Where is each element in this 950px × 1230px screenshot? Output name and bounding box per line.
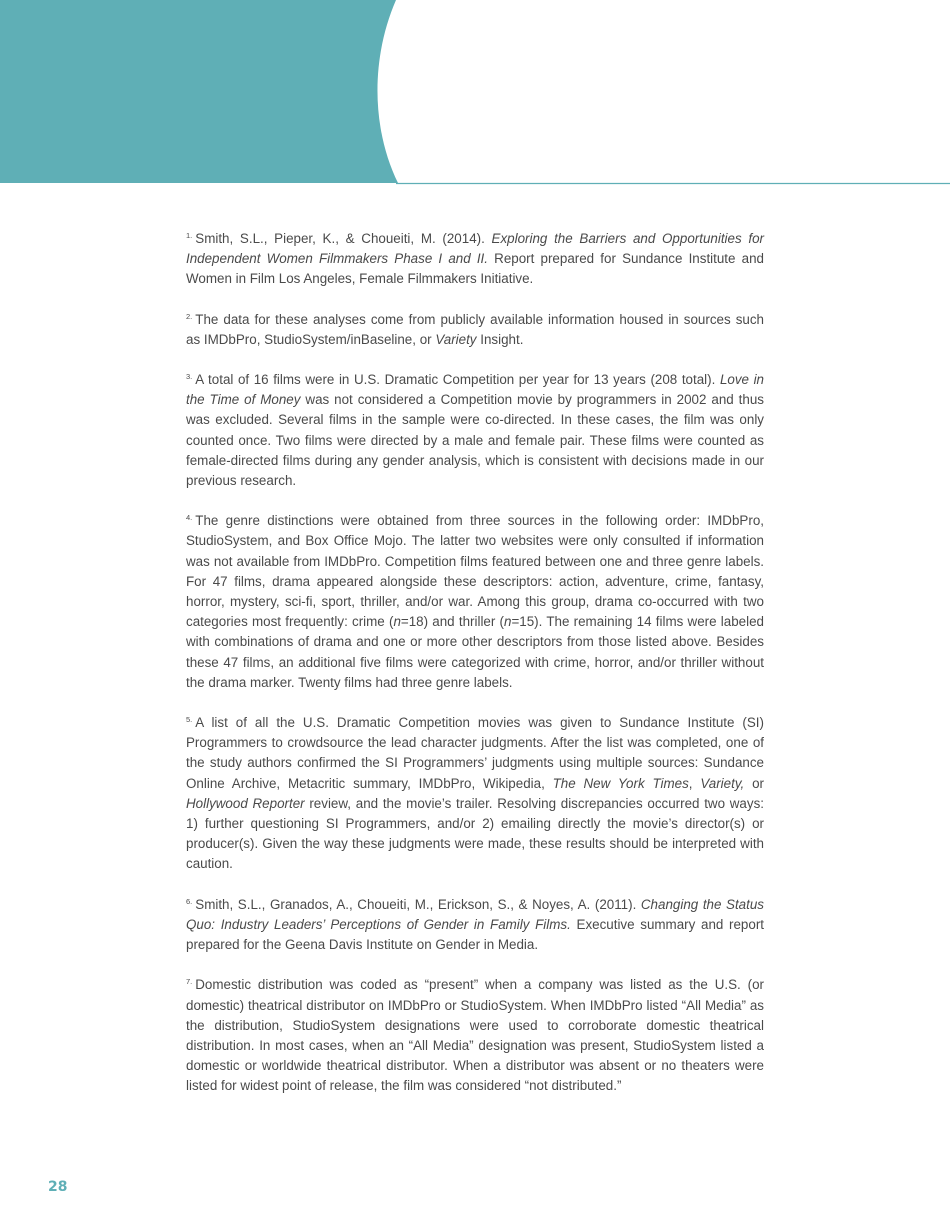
endnote-5 xyxy=(186,713,764,875)
endnote-italic-text: Love in the Time of Money xyxy=(186,372,764,408)
endnote-text: or xyxy=(744,775,764,791)
endnote-7 xyxy=(186,975,764,1096)
endnote-6 xyxy=(186,895,764,956)
endnote-text: was not considered a Competition movie by programmers in 2002 and thus was excluded. Several films in the sample were co-directed. In these cases, the film was only counted once. Two films were directed by a male and female pair. These films were counted as female-directed films during any gender analysis, which is consistent with decisions made in our previous research. xyxy=(186,392,764,489)
endnote-italic-text: Exploring the Barriers and Opportunities for Independent Women Filmmakers Phase I and II. xyxy=(186,231,764,267)
endnote-text: Domestic distribution was coded as “present” when a company was listed as the U.S. (or domestic) theatrical distributor on IMDbPro or StudioSystem. When IMDbPro listed “All Media” as the distribution, StudioSystem designations were used to corroborate domestic theatrical distribution. In most cases, when an “All Media” designation was present, StudioSystem listed a domestic or worldwide theatrical distributor. When a distributor was absent or no theaters were listed for widest point of release, the film was considered “not distributed.” xyxy=(186,977,764,1094)
teal-header-shape xyxy=(0,0,398,183)
endnote-text: Report prepared for Sundance Institute and Women in Film Los Angeles, Female Filmmakers Initiative. xyxy=(186,251,764,287)
endnote-number: 2. xyxy=(186,311,193,321)
endnote-number: 1. xyxy=(186,231,193,240)
endnote-text: review, and the movie’s trailer. Resolving discrepancies occurred two ways: 1) further questioning SI Programmers, and/or 2) emailing directly the movie’s director(s) or producer(s). Given the way these judgments were made, these results should be interpreted with caution. xyxy=(186,795,764,872)
endnote-italic-text: Variety, xyxy=(700,775,745,791)
page-number: 28 xyxy=(48,1179,68,1195)
endnote-number: 3. xyxy=(186,372,193,382)
endnote-text: Executive summary and report prepared for the Geena Davis Institute on Gender in Media. xyxy=(186,916,764,953)
endnote-text: A list of all the U.S. Dramatic Competition movies was given to Sundance Institute (SI) Programmers to crowdsource the lead character judgments. After the list was completed, one of the study authors confirmed the SI Programmers’ judgments using multiple sources: Sundance Online Archive, Metacritic summary, IMDbPro, Wikipedia, xyxy=(186,715,764,791)
endnote-text: The data for these analyses come from publicly available information housed in sources such as IMDbPro, StudioSystem/inBaseline, or xyxy=(186,311,764,347)
endnote-text: Insight. xyxy=(476,331,524,347)
endnote-italic-text: The New York Times xyxy=(552,775,689,791)
endnote-text: A total of 16 films were in U.S. Dramatic Competition per year for 13 years (208 total). xyxy=(195,372,720,388)
endnote-3 xyxy=(186,370,764,491)
endnote-number: 5. xyxy=(186,715,193,725)
endnote-italic-text: Variety xyxy=(435,331,477,347)
endnote-italic-text: Changing the Status Quo: Industry Leaders’ Perceptions of Gender in Family Films. xyxy=(186,896,764,932)
endnote-italic-text: Hollywood Reporter xyxy=(186,795,305,811)
endnote-number: 4. xyxy=(186,513,193,523)
endnote-text: =15). The remaining 14 films were labeled with combinations of drama and one or more other descriptors from those listed above. Besides these 47 films, an additional five films were categorized with crime, horror, and/or thriller without the drama marker. Twenty films had three genre labels. xyxy=(186,614,764,690)
endnote-text: The genre distinctions were obtained from three sources in the following order: IMDbPro, StudioSystem, and Box Office Mojo. The latter two websites were only consulted if information was not available from IMDbPro. Competition films featured between one and three genre labels. For 47 films, drama appeared alongside these descriptors: action, adventure, crime, fantasy, horror, mystery, sci-fi, sport, thriller, and/or war. Among this group, drama co-occurred with two categories most frequently: crime ( xyxy=(186,513,764,630)
endnote-text: , xyxy=(688,775,701,791)
endnote-text: =18) and thriller ( xyxy=(400,614,505,630)
endnote-text: Smith, S.L., Granados, A., Choueiti, M., Erickson, S., & Noyes, A. (2011). xyxy=(195,896,641,912)
endnote-number: 7. xyxy=(186,977,193,987)
header-band xyxy=(0,0,950,190)
endnote-italic-text: n xyxy=(393,614,401,630)
endnote-4 xyxy=(186,511,764,693)
endnote-italic-text: n xyxy=(504,614,512,630)
endnotes xyxy=(186,229,764,1117)
endnote-2 xyxy=(186,310,764,350)
endnote-number: 6. xyxy=(186,896,193,906)
endnote-1 xyxy=(186,229,764,290)
endnote-text: Smith, S.L., Pieper, K., & Choueiti, M. (2014). xyxy=(195,231,492,246)
